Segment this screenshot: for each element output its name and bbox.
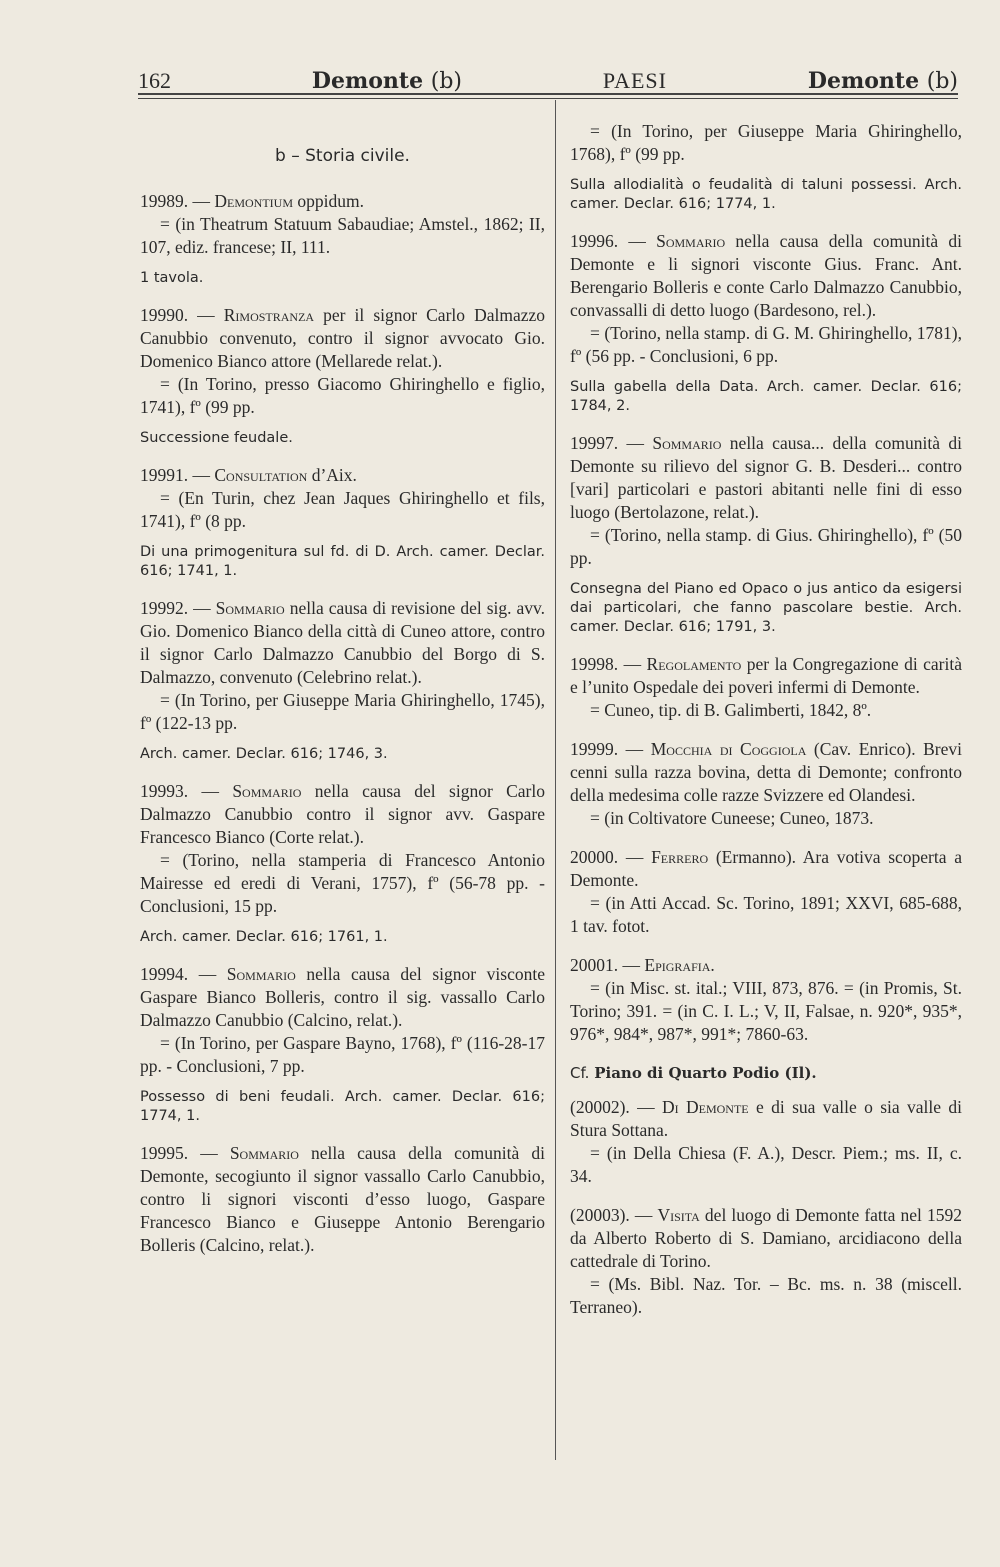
entry-note: Successione feudale. bbox=[140, 430, 293, 446]
entry-publication: = (in Atti Accad. Sc. Torino, 1891; XXVI, 685-688, 1 tav. fotot. bbox=[570, 893, 962, 936]
entry-heading: 19995. — Sommario nella causa della comunità di Demonte, secogiunto il signor vassallo Carlo Canubbio, contro li signori visconti d’esso luogo, Gaspare Francesco Bianco e Giuseppe Antonio Berengario Bolleris (Calcino, relat.). bbox=[140, 1143, 545, 1255]
entry-publication: = (in Misc. st. ital.; VIII, 873, 876. = (in Promis, St. Torino; 391. = (in C. I. L.; V, II, Falsae, n. 920*, 935*, 976*, 984*, 987*, 991*; 7860-63. bbox=[570, 978, 962, 1044]
entry-heading: 19990. — Rimostranza per il signor Carlo Dalmazzo Canubbio convenuto, contro il signor avvocato Gio. Domenico Bianco attore (Mellarede relat.). bbox=[140, 305, 546, 371]
entry-lead: Rimostranza bbox=[223, 305, 315, 325]
header-rule-thick bbox=[138, 93, 958, 95]
bibliography-entry bbox=[570, 120, 962, 214]
entry-text: nella causa di revisione del sig. avv. Gio. Domenico Bianco della città di Cuneo attore, contro il signor Carlo Dalmazzo Canubbio del Borgo di S. Dalmazzo, convenuto (Celebrino relat.). bbox=[140, 598, 546, 687]
entry-heading: 20001. — Epigrafia. bbox=[570, 955, 715, 975]
bibliography-entry bbox=[570, 846, 962, 938]
entry-publication: = (In Torino, per Giuseppe Maria Ghiringhello, 1768), fº (99 pp. bbox=[570, 121, 962, 164]
entry-note: Sulla gabella della Data. Arch. camer. Declar. 616; 1784, 2. bbox=[570, 379, 962, 414]
entry-text: per la Congregazione di carità e l’unito Ospedale dei poveri infermi di Demonte. bbox=[570, 654, 962, 697]
right-running-suffix: (b) bbox=[926, 69, 958, 94]
bibliography-entry bbox=[140, 1142, 545, 1257]
entry-publication: = (Torino, nella stamp. di Gius. Ghiringhello), fº (50 pp. bbox=[570, 525, 962, 568]
entry-publication: = (in Theatrum Statuum Sabaudiae; Amstel., 1862; II, 107, ediz. francese; II, 111. bbox=[140, 214, 545, 257]
entry-number: 19993. bbox=[140, 781, 189, 801]
entry-number: 19991. bbox=[140, 465, 189, 485]
entry-heading: 19998. — Regolamento per la Congregazione di carità e l’unito Ospedale dei poveri infermi di Demonte. bbox=[570, 654, 962, 697]
entry-heading: 19999. — Mocchia di Coggiola (Cav. Enrico). Brevi cenni sulla razza bovina, detta di Demonte; confronto della medesima colle razze Svizzere ed Olandesi. bbox=[570, 739, 962, 805]
entry-number: 19990. bbox=[140, 305, 189, 325]
entry-number: 19999. bbox=[570, 739, 619, 759]
entry-text: nella causa del signor visconte Gaspare Bianco Bolleris, contro il sig. vassallo Carlo Dalmazzo Canubbio (Calcino, relat.). bbox=[140, 964, 545, 1030]
entry-number: (20003). bbox=[570, 1205, 630, 1225]
entry-number: (20002). bbox=[570, 1097, 630, 1117]
entry-lead: Sommario bbox=[656, 231, 726, 251]
left-entries bbox=[140, 190, 545, 1257]
entry-number: 20001. bbox=[570, 955, 619, 975]
entry-note: Possesso di beni feudali. Arch. camer. Declar. 616; 1774, 1. bbox=[140, 1089, 545, 1124]
entry-note: Arch. camer. Declar. 616; 1761, 1. bbox=[140, 929, 388, 945]
entry-text: nella causa del signor Carlo Dalmazzo Canubbio contro il signor avv. Gaspare Francesco Bianco (Corte relat.). bbox=[140, 781, 545, 847]
bibliography-entry bbox=[570, 1096, 962, 1188]
entry-text: oppidum. bbox=[293, 191, 364, 211]
entry-heading: 19993. — Sommario nella causa del signor Carlo Dalmazzo Canubbio contro il signor avv. Gaspare Francesco Bianco (Corte relat.). bbox=[140, 781, 545, 847]
entry-text: e di sua valle o sia valle di Stura Sottana. bbox=[570, 1097, 963, 1140]
bibliography-entry bbox=[140, 304, 545, 448]
entry-note: Sulla allodialità o feudalità di taluni possessi. Arch. camer. Declar. 616; 1774, 1. bbox=[570, 177, 962, 212]
entry-heading: 19994. — Sommario nella causa del signor visconte Gaspare Bianco Bolleris, contro il sig. vassallo Carlo Dalmazzo Canubbio (Calcino, relat.). bbox=[140, 964, 545, 1030]
entry-lead: Sommario bbox=[226, 964, 296, 984]
entry-number: 19994. bbox=[140, 964, 189, 984]
entry-publication: = (Torino, nella stamp. di G. M. Ghiringhello, 1781), fº (56 pp. - Conclusioni, 6 pp. bbox=[570, 323, 962, 366]
entry-text: nella causa della comunità di Demonte, secogiunto il signor vassallo Carlo Canubbio, contro li signori visconti d’esso luogo, Gaspare Francesco Bianco e Giuseppe Antonio Berengario Bolleris (Calcino, relat.). bbox=[140, 1143, 545, 1255]
entry-lead: Demontium bbox=[214, 191, 294, 211]
entry-lead: Ferrero bbox=[651, 847, 709, 867]
entry-note: Arch. camer. Declar. 616; 1746, 3. bbox=[140, 746, 388, 762]
center-running-head: PAESI bbox=[602, 68, 667, 93]
entry-lead: Di Demonte bbox=[662, 1097, 749, 1117]
entry-publication: = (In Torino, presso Giacomo Ghiringhello e figlio, 1741), fº (99 pp. bbox=[140, 374, 545, 417]
cf-title: Piano di Quarto Podio (Il). bbox=[594, 1064, 817, 1082]
entry-number: 19992. bbox=[140, 598, 189, 618]
entry-note: Consegna del Piano ed Opaco o jus antico da esigersi dai particolari, che fanno pascolare bestie. Arch. camer. Declar. 616; 1791, 3. bbox=[570, 581, 962, 635]
entry-publication: = (in Della Chiesa (F. A.), Descr. Piem.; ms. II, c. 34. bbox=[570, 1143, 962, 1186]
right-entries-after bbox=[570, 1096, 962, 1319]
cross-reference bbox=[570, 1062, 962, 1084]
entry-text: d’Aix. bbox=[307, 465, 357, 485]
right-running-head bbox=[808, 68, 958, 94]
bibliography-entry bbox=[570, 432, 962, 637]
entry-heading: 19992. — Sommario nella causa di revisione del sig. avv. Gio. Domenico Bianco della città di Cuneo attore, contro il signor Carlo Dalmazzo Canubbio del Borgo di S. Dalmazzo, convenuto (Celebrino relat.). bbox=[140, 598, 546, 687]
entry-heading: 19989. — Demontium oppidum. bbox=[140, 191, 364, 211]
entry-heading: (20002). — Di Demonte e di sua valle o sia valle di Stura Sottana. bbox=[570, 1097, 963, 1140]
bibliography-entry bbox=[140, 963, 545, 1126]
header-rule-thin bbox=[138, 98, 958, 99]
bibliography-entry bbox=[570, 653, 962, 722]
bibliography-entry bbox=[570, 954, 962, 1046]
entry-text: nella causa della comunità di Demonte e li signori visconte Gius. Franc. Ant. Berengario Bolleris e conte Carlo Dalmazzo Canubbio, convassalli di detto luogo (Bardesono, rel.). bbox=[570, 231, 962, 320]
left-running-suffix: (b) bbox=[430, 69, 462, 94]
entry-note: 1 tavola. bbox=[140, 270, 204, 286]
entry-number: 19989. bbox=[140, 191, 189, 211]
bibliography-entry bbox=[140, 780, 545, 947]
entry-publication: = (In Torino, per Giuseppe Maria Ghiringhello, 1745), fº (122-13 pp. bbox=[140, 690, 545, 733]
bibliography-entry bbox=[140, 597, 545, 764]
right-running-title: Demonte bbox=[807, 68, 920, 94]
entry-number: 19996. bbox=[570, 231, 619, 251]
entry-heading: 19996. — Sommario nella causa della comunità di Demonte e li signori visconte Gius. Franc. Ant. Berengario Bolleris e conte Carlo Dalmazzo Canubbio, convassalli di detto luogo (Bardesono, rel.). bbox=[570, 231, 962, 320]
entry-text: nella causa... della comunità di Demonte su rilievo del signor G. B. Desderi... contro [vari] particolari e pastori abitanti nelle fini di esso luogo (Bertolazone, relat.). bbox=[570, 433, 962, 522]
entry-text: (Ermanno). Ara votiva scoperta a Demonte. bbox=[570, 847, 962, 890]
bibliography-entry bbox=[570, 1204, 962, 1319]
running-header bbox=[138, 50, 958, 94]
entry-lead: Sommario bbox=[232, 781, 302, 801]
entry-heading: 20000. — Ferrero (Ermanno). Ara votiva scoperta a Demonte. bbox=[570, 847, 962, 890]
entry-text: del luogo di Demonte fatta nel 1592 da Alberto Roberto di S. Damiano, arcidiacono della cattedrale di Torino. bbox=[570, 1205, 962, 1271]
entry-publication: = (Torino, nella stamperia di Francesco Antonio Mairesse ed eredi di Verani, 1757), fº (56-78 pp. - Conclusioni, 15 pp. bbox=[140, 850, 545, 916]
entry-publication: = Cuneo, tip. di B. Galimberti, 1842, 8º. bbox=[590, 700, 872, 720]
entry-number: 19995. bbox=[140, 1143, 189, 1163]
bibliography-entry bbox=[140, 190, 545, 288]
bibliography-entry bbox=[570, 230, 962, 416]
right-column bbox=[570, 120, 962, 1335]
left-column bbox=[140, 120, 545, 1273]
entry-text: (Cav. Enrico). Brevi cenni sulla razza bovina, detta di Demonte; confronto della medesima colle razze Svizzere ed Olandesi. bbox=[570, 739, 962, 805]
page-number: 162 bbox=[138, 68, 171, 93]
entry-heading: 19991. — Consultation d’Aix. bbox=[140, 465, 357, 485]
entry-note: Di una primogenitura sul fd. di D. Arch. camer. Declar. 616; 1741, 1. bbox=[140, 544, 545, 579]
section-title: b – Storia civile. bbox=[275, 146, 410, 166]
entry-number: 19997. bbox=[570, 433, 619, 453]
column-divider bbox=[555, 100, 556, 1460]
entry-lead: Epigrafia. bbox=[644, 955, 715, 975]
entry-lead: Sommario bbox=[229, 1143, 299, 1163]
bibliography-entry bbox=[140, 464, 545, 581]
entry-heading: (20003). — Visita del luogo di Demonte fatta nel 1592 da Alberto Roberto di S. Damiano, arcidiacono della cattedrale di Torino. bbox=[570, 1205, 962, 1271]
cf-prefix: Cf. bbox=[570, 1064, 590, 1082]
entry-lead: Sommario bbox=[652, 433, 722, 453]
entry-lead: Regolamento bbox=[646, 654, 742, 674]
entry-publication: = (En Turin, chez Jean Jaques Ghiringhello et fils, 1741), fº (8 pp. bbox=[140, 488, 545, 531]
entry-publication: = (In Torino, per Gaspare Bayno, 1768), fº (116-28-17 pp. - Conclusioni, 7 pp. bbox=[140, 1033, 545, 1076]
entry-number: 20000. bbox=[570, 847, 619, 867]
left-running-title: Demonte bbox=[311, 68, 424, 94]
right-entries bbox=[570, 120, 962, 1046]
entry-publication: = (Ms. Bibl. Naz. Tor. – Bc. ms. n. 38 (miscell. Terraneo). bbox=[570, 1274, 962, 1317]
bibliography-entry bbox=[570, 738, 962, 830]
entry-number: 19998. bbox=[570, 654, 619, 674]
entry-lead: Sommario bbox=[215, 598, 285, 618]
entry-lead: Mocchia di Coggiola bbox=[650, 739, 807, 759]
entry-lead: Visita bbox=[657, 1205, 700, 1225]
entry-lead: Consultation bbox=[214, 465, 308, 485]
entry-publication: = (in Coltivatore Cuneese; Cuneo, 1873. bbox=[590, 808, 874, 828]
entry-text: per il signor Carlo Dalmazzo Canubbio convenuto, contro il signor avvocato Gio. Domenico Bianco attore (Mellarede relat.). bbox=[140, 305, 546, 371]
left-running-head bbox=[312, 68, 462, 94]
entry-heading: 19997. — Sommario nella causa... della comunità di Demonte su rilievo del signor G. B. Desderi... contro [vari] particolari e pastori abitanti nelle fini di esso luogo (Bertolazone, relat.). bbox=[570, 433, 962, 522]
